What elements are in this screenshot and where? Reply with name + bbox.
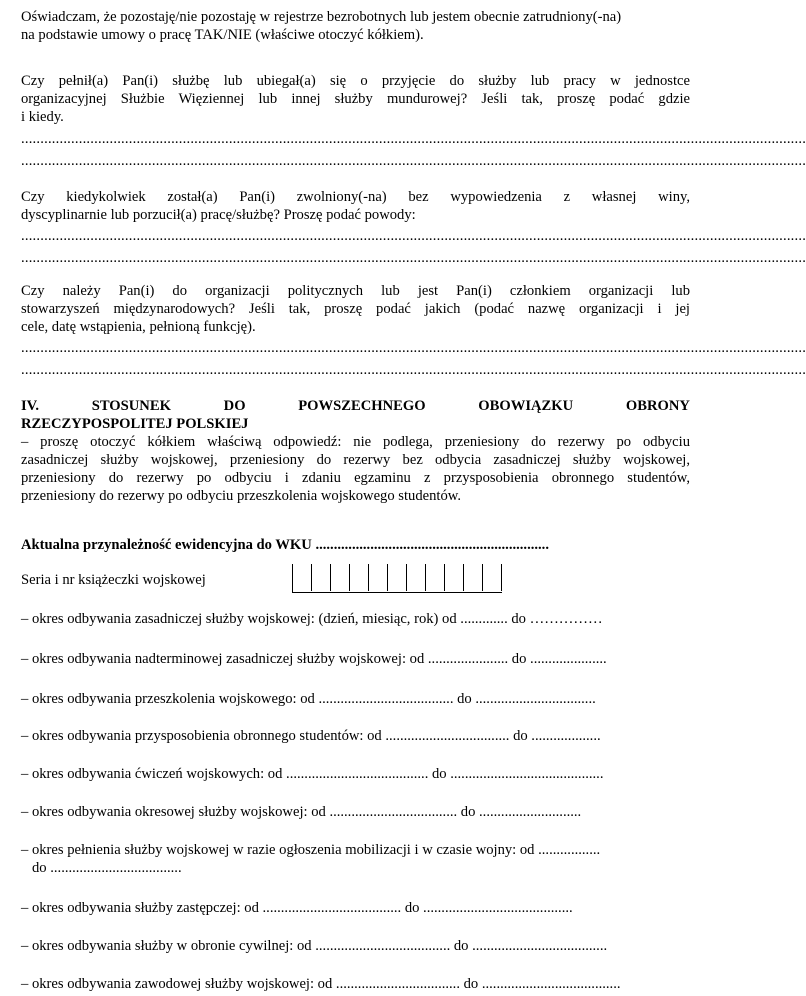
section-description-line: – proszę otoczyć kółkiem właściwą odpowiedź: nie podlega, przeniesiony do rezerwy po odbyciu (21, 434, 690, 450)
answer-dotted-line[interactable]: ............................................................................................................................................................................................................ (21, 340, 806, 356)
period-mobilization-service[interactable] (21, 841, 690, 877)
booklet-digit-box[interactable] (312, 564, 331, 591)
answer-dotted-line[interactable]: ............................................................................................................................................................................................................ (21, 228, 806, 244)
question-line: Czy kiedykolwiek został(a) Pan(i) zwolniony(-na) bez wypowiedzenia z własnej winy, (21, 189, 690, 205)
question-organizations (21, 282, 806, 379)
period-civil-defence-service[interactable]: – okres odbywania służby w obronie cywilnej: od ..................................... do ..................................... (21, 938, 608, 954)
question-line: Czy pełnił(a) Pan(i) służbę lub ubiegał(a) się o przyjęcie do służby lub pracy w jednostce (21, 73, 690, 89)
booklet-label: Seria i nr książeczki wojskowej (21, 572, 206, 588)
section-description-line: przeniesiony do rezerwy po odbyciu przeszkolenia wojskowego studentów. (21, 488, 461, 504)
section-iv (21, 397, 690, 505)
booklet-digit-box[interactable] (350, 564, 369, 591)
question-line: i kiedy. (21, 109, 64, 125)
employment-statement (21, 8, 690, 44)
section-description-line: zasadniczej służby wojskowej, przeniesiony do rezerwy bez odbycia zasadniczej służby wojskowej, (21, 452, 690, 468)
period-alternative-service[interactable]: – okres odbywania służby zastępczej: od ...................................... do ......................................... (21, 900, 573, 916)
question-line: organizacyjnej Służbie Więziennej lub innej służby mundurowej? Jeśli tak, proszę podać gdzie (21, 91, 690, 107)
question-dismissal (21, 188, 806, 267)
booklet-digit-box[interactable] (369, 564, 388, 591)
period-continuation: do .................................... (32, 860, 182, 876)
period-military-exercises[interactable]: – okres odbywania ćwiczeń wojskowych: od ....................................... do .......................................... (21, 766, 604, 782)
section-description-line: przeniesiony do rezerwy po odbyciu i zdaniu egzaminu z przysposobienia obronnego studentów, (21, 470, 690, 486)
section-heading-line2: RZECZYPOSPOLITEJ POLSKIEJ (21, 416, 249, 432)
heading-word: DO (223, 398, 246, 414)
military-booklet-row (21, 571, 690, 595)
period-extended-service[interactable]: – okres odbywania nadterminowej zasadniczej służby wojskowej: od ...................... do ..................... (21, 651, 607, 667)
answer-dotted-line[interactable]: ............................................................................................................................................................................................................ (21, 362, 806, 378)
period-military-training[interactable]: – okres odbywania przeszkolenia wojskowego: od ..................................... do ................................. (21, 691, 596, 707)
answer-dotted-line[interactable]: ............................................................................................................................................................................................................ (21, 250, 806, 266)
statement-line: na podstawie umowy o pracę TAK/NIE (właściwe otoczyć kółkiem). (21, 27, 424, 43)
heading-word: IV. (21, 398, 39, 414)
question-line: stowarzyszeń międzynarodowych? Jeśli tak, proszę podać jakich (podać nazwę organizacji i jej (21, 301, 690, 317)
booklet-digit-box[interactable] (407, 564, 426, 591)
answer-dotted-line[interactable]: ............................................................................................................................................................................................................ (21, 131, 806, 147)
heading-word: OBOWIĄZKU (478, 398, 574, 414)
question-line: Czy należy Pan(i) do organizacji politycznych lub jest Pan(i) członkiem organizacji lub (21, 283, 690, 299)
booklet-digit-box[interactable] (445, 564, 464, 591)
booklet-number-boxes[interactable] (292, 564, 502, 593)
booklet-digit-box[interactable] (293, 564, 312, 591)
booklet-digit-box[interactable] (426, 564, 445, 591)
booklet-digit-box[interactable] (483, 564, 502, 591)
booklet-digit-box[interactable] (464, 564, 483, 591)
period-line: – okres pełnienia służby wojskowej w razie ogłoszenia mobilizacji i w czasie wojny: od ................. (21, 842, 601, 858)
question-line: cele, datę wstąpienia, pełnioną funkcję). (21, 319, 256, 335)
period-student-defence-training[interactable]: – okres odbywania przysposobienia obronnego studentów: od .................................. do ................... (21, 728, 601, 744)
question-line: dyscyplinarnie lub porzucił(a) pracę/służbę? Proszę podać powody: (21, 207, 416, 223)
period-professional-service[interactable]: – okres odbywania zawodowej służby wojskowej: od .................................. do ...................................... (21, 976, 621, 992)
heading-word: OBRONY (625, 398, 690, 414)
booklet-digit-box[interactable] (388, 564, 407, 591)
wku-affiliation-field[interactable]: Aktualna przynależność ewidencyjna do WKU ................................................................ (21, 537, 549, 553)
answer-dotted-line[interactable]: ............................................................................................................................................................................................................ (21, 153, 806, 169)
question-previous-service (21, 72, 806, 170)
period-compulsory-service[interactable]: – okres odbywania zasadniczej służby wojskowej: (dzień, miesiąc, rok) od ............. do …………… (21, 611, 603, 627)
heading-word: STOSUNEK (91, 398, 171, 414)
statement-line: Oświadczam, że pozostaję/nie pozostaję w rejestrze bezrobotnych lub jestem obecnie zatrudniony(-na) (21, 9, 622, 25)
heading-word: POWSZECHNEGO (298, 398, 426, 414)
period-periodic-service[interactable]: – okres odbywania okresowej służby wojskowej: od ................................... do ............................ (21, 804, 582, 820)
section-heading (21, 397, 690, 415)
booklet-digit-box[interactable] (331, 564, 350, 591)
